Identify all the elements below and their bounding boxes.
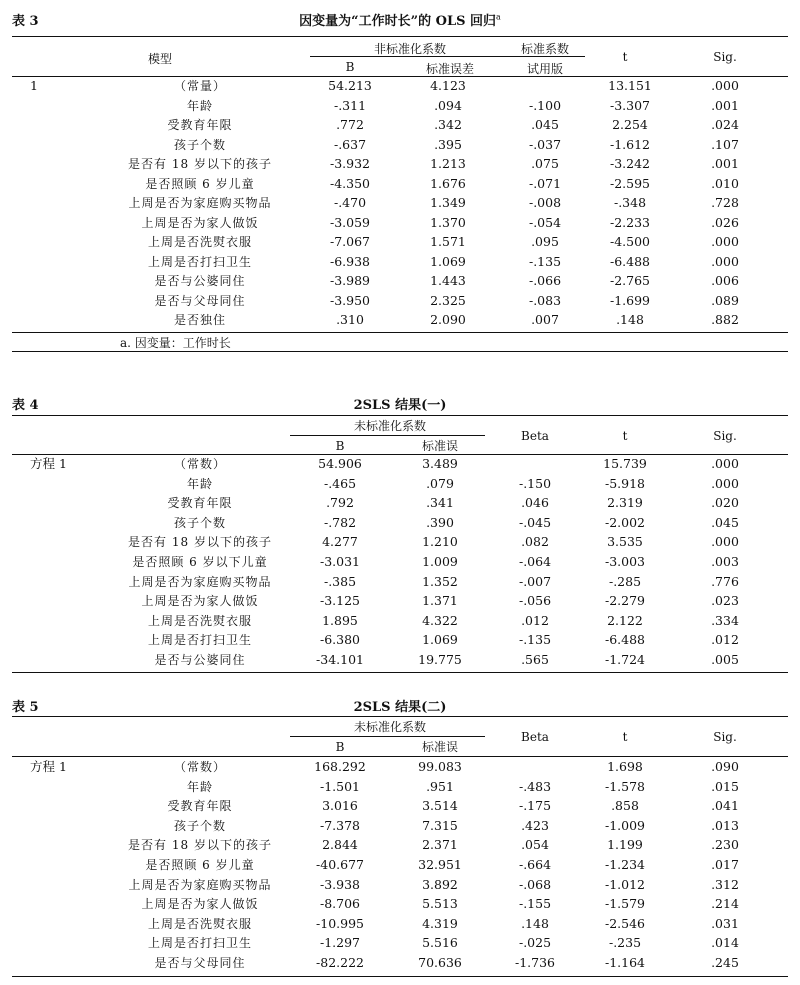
cell-eq: 方程 1 [30,456,67,471]
cell-t: 1.199 [607,837,643,853]
cell-var: 是否照顾 6 岁儿童 [145,176,255,191]
cell-sig: .015 [711,778,739,794]
table-4-header-sig: Sig. [713,429,737,443]
cell-t: 2.254 [612,117,648,132]
cell-t: -1.578 [604,778,645,794]
table-row [0,835,800,855]
cell-beta: -.100 [528,97,562,113]
cell-t: 15.739 [603,456,647,471]
cell-beta: -.056 [518,593,552,609]
cell-t: -.348 [613,195,647,210]
cell-var: 孩子个数 [173,137,226,152]
cell-sig: .045 [711,514,739,530]
table-3-header-model: 模型 [147,52,172,66]
cell-sig: .107 [711,136,739,152]
table-3-header-std: 标准系数 [520,42,569,56]
cell-beta: -.135 [518,632,552,648]
cell-t: -3.242 [609,156,650,171]
table-3-note: a. 因变量：工作时长 [120,336,231,350]
cell-se: 4.123 [430,78,466,93]
cell-b: -1.501 [319,778,360,794]
cell-beta: -.155 [518,896,552,912]
cell-beta: -.135 [528,253,562,269]
cell-var: 年龄 [186,98,213,113]
cell-b: -4.350 [329,175,370,191]
table-row [0,474,800,494]
cell-b: 54.906 [318,456,362,471]
cell-var: 是否与父母同住 [154,293,246,308]
cell-sig: .017 [711,857,739,872]
table-5-header-beta: Beta [521,730,549,744]
cell-se: 4.319 [422,915,458,931]
cell-t: -1.234 [604,857,645,872]
cell-t: -2.765 [609,273,650,288]
cell-eq: 方程 1 [30,759,67,774]
cell-beta: -.068 [518,876,552,892]
cell-b: -.470 [333,195,367,210]
cell-se: 2.090 [430,312,466,327]
cell-se: 1.571 [430,234,466,249]
cell-var: 是否独住 [173,313,226,327]
table-5-bottom-rule [12,976,788,977]
cell-beta: .082 [521,534,549,550]
cell-b: 1.895 [322,612,358,628]
cell-b: -.465 [323,475,357,491]
table-row [0,310,800,330]
cell-t: -3.003 [604,554,645,569]
cell-b: -82.222 [316,955,364,970]
table-row [0,252,800,272]
table-4-header-t: t [622,429,628,443]
table-row [0,513,800,533]
cell-var: （常数） [173,457,226,471]
cell-se: 2.371 [422,837,458,853]
cell-se: .342 [434,117,462,132]
cell-sig: .020 [711,495,739,511]
table-row [0,76,800,96]
cell-t: -6.488 [609,253,650,269]
cell-sig: .214 [711,896,739,912]
cell-sig: .003 [711,554,739,569]
cell-t: -1.724 [604,652,645,667]
cell-se: 7.315 [422,817,458,833]
cell-t: -1.164 [604,955,645,970]
cell-var: 是否照顾 6 岁以下儿童 [132,555,268,569]
table-row [0,213,800,233]
cell-b: .792 [326,495,354,511]
cell-b: .772 [336,117,364,132]
cell-var: 受教育年限 [167,799,233,814]
cell-b: -3.950 [329,292,370,308]
cell-beta: -1.736 [514,955,555,970]
cell-b: 54.213 [328,78,372,93]
cell-sig: .000 [711,253,739,269]
table-row [0,572,800,592]
cell-se: 1.213 [430,156,466,171]
cell-beta: -.664 [518,857,552,872]
cell-beta: -.045 [518,514,552,530]
cell-se: 70.636 [418,955,462,970]
cell-var: 上周是否打扫卫生 [147,633,252,648]
cell-se: .094 [434,97,462,113]
cell-var: 孩子个数 [173,818,226,833]
table-row [0,953,800,973]
cell-var: （常数） [173,760,226,774]
cell-se: 1.210 [422,534,458,550]
cell-t: 13.151 [608,78,652,93]
table-row [0,933,800,953]
cell-b: -.311 [333,97,367,113]
cell-var: 上周是否洗熨衣服 [147,916,252,931]
table-row [0,96,800,116]
cell-beta: -.064 [518,554,552,569]
cell-var: 是否照顾 6 岁儿童 [145,858,255,872]
table-row [0,757,800,777]
cell-var: 是否与公婆同住 [154,274,246,288]
cell-b: -.637 [333,136,367,152]
table-3-end-rule [12,351,788,352]
cell-beta: -.150 [518,475,552,491]
table-3-header-subrule [310,56,585,57]
cell-t: -2.233 [609,214,650,230]
table-4-title: 2SLS 结果(一) [353,398,447,413]
cell-se: 2.325 [430,292,466,308]
table-3-top-rule [12,36,788,37]
cell-beta: -.054 [528,214,562,230]
cell-sig: .728 [711,195,739,210]
table-5-top-rule [12,716,788,717]
cell-sig: .334 [711,612,739,628]
table-4-label: 表 4 [12,398,39,413]
cell-t: 1.698 [607,759,643,774]
cell-sig: .010 [711,175,739,191]
cell-sig: .026 [711,214,739,230]
cell-se: .341 [426,495,454,511]
cell-beta: .012 [521,612,549,628]
table-row [0,777,800,797]
cell-var: 是否与公婆同住 [154,653,246,667]
cell-var: 是否有 18 岁以下的孩子 [128,157,272,171]
table-row [0,650,800,670]
cell-se: 3.514 [422,798,458,814]
table-row [0,875,800,895]
table-row [0,193,800,213]
table-5-header-se: 标准误 [421,740,458,754]
cell-se: .390 [426,514,454,530]
cell-var: 上周是否洗熨衣服 [147,613,252,628]
cell-sig: .000 [711,456,739,471]
table-row [0,591,800,611]
cell-beta: -.175 [518,798,552,814]
cell-se: 4.322 [422,612,458,628]
cell-se: 3.489 [422,456,458,471]
cell-t: -1.012 [604,876,645,892]
cell-sig: .000 [711,78,739,93]
cell-se: 1.676 [430,175,466,191]
cell-b: -3.938 [319,876,360,892]
cell-b: -6.380 [319,632,360,648]
cell-sig: .089 [711,292,739,308]
table-4-header-se: 标准误 [421,439,458,453]
cell-se: 1.443 [430,273,466,288]
table-4-header-unstd: 未标准化系数 [353,419,426,433]
cell-var: 上周是否为家人做饭 [141,594,259,609]
cell-sig: .882 [711,312,739,327]
cell-eq: 1 [30,78,38,93]
cell-b: -3.989 [329,273,370,288]
table-3-title [0,10,800,29]
table-3-title-text: 因变量为“工作时长”的 OLS 回归 [299,14,497,29]
table-5-header-sig: Sig. [713,730,737,744]
cell-t: 2.319 [607,495,643,511]
cell-t: .858 [611,798,639,814]
cell-t: -1.579 [604,896,645,912]
cell-sig: .005 [711,652,739,667]
table-row [0,154,800,174]
cell-beta: .045 [531,117,559,132]
cell-b: 3.016 [322,798,358,814]
cell-var: 是否有 18 岁以下的孩子 [128,535,272,550]
table-row [0,914,800,934]
cell-b: -40.677 [316,857,364,872]
cell-t: -5.918 [604,475,645,491]
cell-se: 5.516 [422,935,458,951]
table-row [0,894,800,914]
cell-t: -.235 [608,935,642,951]
cell-se: 99.083 [418,759,462,774]
table-4-top-rule [12,415,788,416]
table-3-header-se: 标准误差 [425,62,474,76]
table-3-header-b: B [345,60,355,74]
cell-var: 是否有 18 岁以下的孩子 [128,838,272,853]
cell-b: .310 [336,312,364,327]
cell-b: -6.938 [329,253,370,269]
cell-beta: .565 [521,652,549,667]
cell-t: -1.612 [609,136,650,152]
cell-b: -3.031 [319,554,360,569]
cell-se: 1.009 [422,554,458,569]
cell-b: -7.378 [319,817,360,833]
cell-sig: .014 [711,935,739,951]
table-4-header-beta: Beta [521,429,549,443]
cell-se: 1.370 [430,214,466,230]
table-3-title-footnote: a [496,12,501,22]
cell-b: -7.067 [329,234,370,249]
table-row [0,611,800,631]
cell-var: 孩子个数 [173,515,226,530]
cell-beta: -.007 [518,573,552,589]
cell-sig: .041 [711,798,739,814]
cell-b: -3.932 [329,156,370,171]
cell-se: 1.352 [422,573,458,589]
cell-sig: .012 [711,632,739,648]
table-3-label: 表 3 [12,14,39,29]
cell-var: 上周是否打扫卫生 [147,936,252,951]
cell-t: .148 [616,312,644,327]
cell-se: 1.069 [430,253,466,269]
cell-se: 32.951 [418,857,462,872]
cell-var: （常量） [173,79,226,93]
cell-b: -.782 [323,514,357,530]
cell-var: 上周是否为家庭购买物品 [128,877,272,892]
table-3-bottom-rule [12,332,788,333]
cell-b: -34.101 [316,652,364,667]
cell-se: .951 [426,778,454,794]
cell-t: -2.595 [609,175,650,191]
cell-sig: .001 [711,156,739,171]
cell-se: 5.513 [422,896,458,912]
table-5-header-unstd: 未标准化系数 [353,720,426,734]
table-row [0,855,800,875]
table-5-title: 2SLS 结果(二) [353,700,447,715]
cell-sig: .031 [711,915,739,931]
cell-t: -2.546 [604,915,645,931]
cell-beta: .075 [531,156,559,171]
cell-var: 上周是否为家庭购买物品 [128,196,272,210]
table-3-header-unstd: 非标准化系数 [373,42,446,56]
table-3-header-t: t [622,50,628,64]
table-row [0,135,800,155]
cell-var: 上周是否为家人做饭 [141,215,259,230]
cell-sig: .000 [711,234,739,249]
cell-t: 2.122 [607,612,643,628]
table-row [0,174,800,194]
cell-var: 上周是否为家人做饭 [141,897,259,912]
cell-t: -2.002 [604,514,645,530]
table-5-label: 表 5 [12,700,39,715]
cell-t: -1.699 [609,292,650,308]
cell-sig: .024 [711,117,739,132]
cell-b: -3.059 [329,214,370,230]
table-4-header-b: B [335,439,345,453]
cell-beta: -.025 [518,935,552,951]
table-3-header-sig: Sig. [713,50,737,64]
cell-se: 1.069 [422,632,458,648]
cell-t: 3.535 [607,534,643,550]
table-5-header-t: t [622,730,628,744]
table-row [0,552,800,572]
cell-se: 1.371 [422,593,458,609]
table-row [0,454,800,474]
cell-var: 上周是否为家庭购买物品 [128,574,272,589]
cell-b: -8.706 [319,896,360,912]
cell-sig: .023 [711,593,739,609]
cell-beta: -.083 [528,292,562,308]
cell-beta: .054 [521,837,549,853]
cell-var: 受教育年限 [167,118,233,132]
table-row [0,493,800,513]
cell-se: 19.775 [418,652,462,667]
cell-sig: .312 [711,876,739,892]
table-row [0,630,800,650]
cell-t: -6.488 [604,632,645,648]
cell-beta: .007 [531,312,559,327]
table-row [0,115,800,135]
cell-se: 1.349 [430,195,466,210]
cell-se: 3.892 [422,876,458,892]
cell-b: -.385 [323,573,357,589]
cell-b: 168.292 [314,759,366,774]
cell-sig: .776 [711,573,739,589]
table-3-header-trial: 试用版 [526,62,563,76]
table-row [0,532,800,552]
table-row [0,232,800,252]
cell-t: -1.009 [604,817,645,833]
cell-beta: .095 [531,234,559,249]
cell-beta: -.037 [528,136,562,152]
cell-beta: -.071 [528,175,562,191]
cell-beta: -.066 [528,273,562,288]
table-4-bottom-rule [12,672,788,673]
table-row [0,796,800,816]
cell-beta: .046 [521,495,549,511]
cell-se: .395 [434,136,462,152]
cell-sig: .006 [711,273,739,288]
cell-t: -4.500 [609,234,650,249]
cell-sig: .230 [711,837,739,853]
cell-var: 年龄 [186,476,213,491]
table-row [0,291,800,311]
cell-b: -3.125 [319,593,360,609]
cell-var: 是否与父母同住 [154,956,246,970]
table-5-header-b: B [335,740,345,754]
cell-beta: -.483 [518,778,552,794]
cell-t: -3.307 [609,97,650,113]
cell-t: -2.279 [604,593,645,609]
cell-var: 上周是否打扫卫生 [147,254,252,269]
cell-b: -1.297 [319,935,360,951]
cell-b: 2.844 [322,837,358,853]
cell-var: 上周是否洗熨衣服 [147,235,252,249]
cell-beta: -.008 [528,195,562,210]
cell-sig: .090 [711,759,739,774]
cell-sig: .000 [711,475,739,491]
table-row [0,271,800,291]
table-row [0,816,800,836]
cell-t: -.285 [608,573,642,589]
cell-sig: .245 [711,955,739,970]
cell-sig: .001 [711,97,739,113]
cell-sig: .013 [711,817,739,833]
cell-b: 4.277 [322,534,358,550]
table-4-header-subrule [290,435,485,436]
cell-sig: .000 [711,534,739,550]
cell-var: 年龄 [186,779,213,794]
cell-se: .079 [426,475,454,491]
table-5-header-subrule [290,736,485,737]
cell-beta: .423 [521,817,549,833]
cell-var: 受教育年限 [167,496,233,511]
cell-beta: .148 [521,915,549,931]
cell-b: -10.995 [316,915,364,931]
